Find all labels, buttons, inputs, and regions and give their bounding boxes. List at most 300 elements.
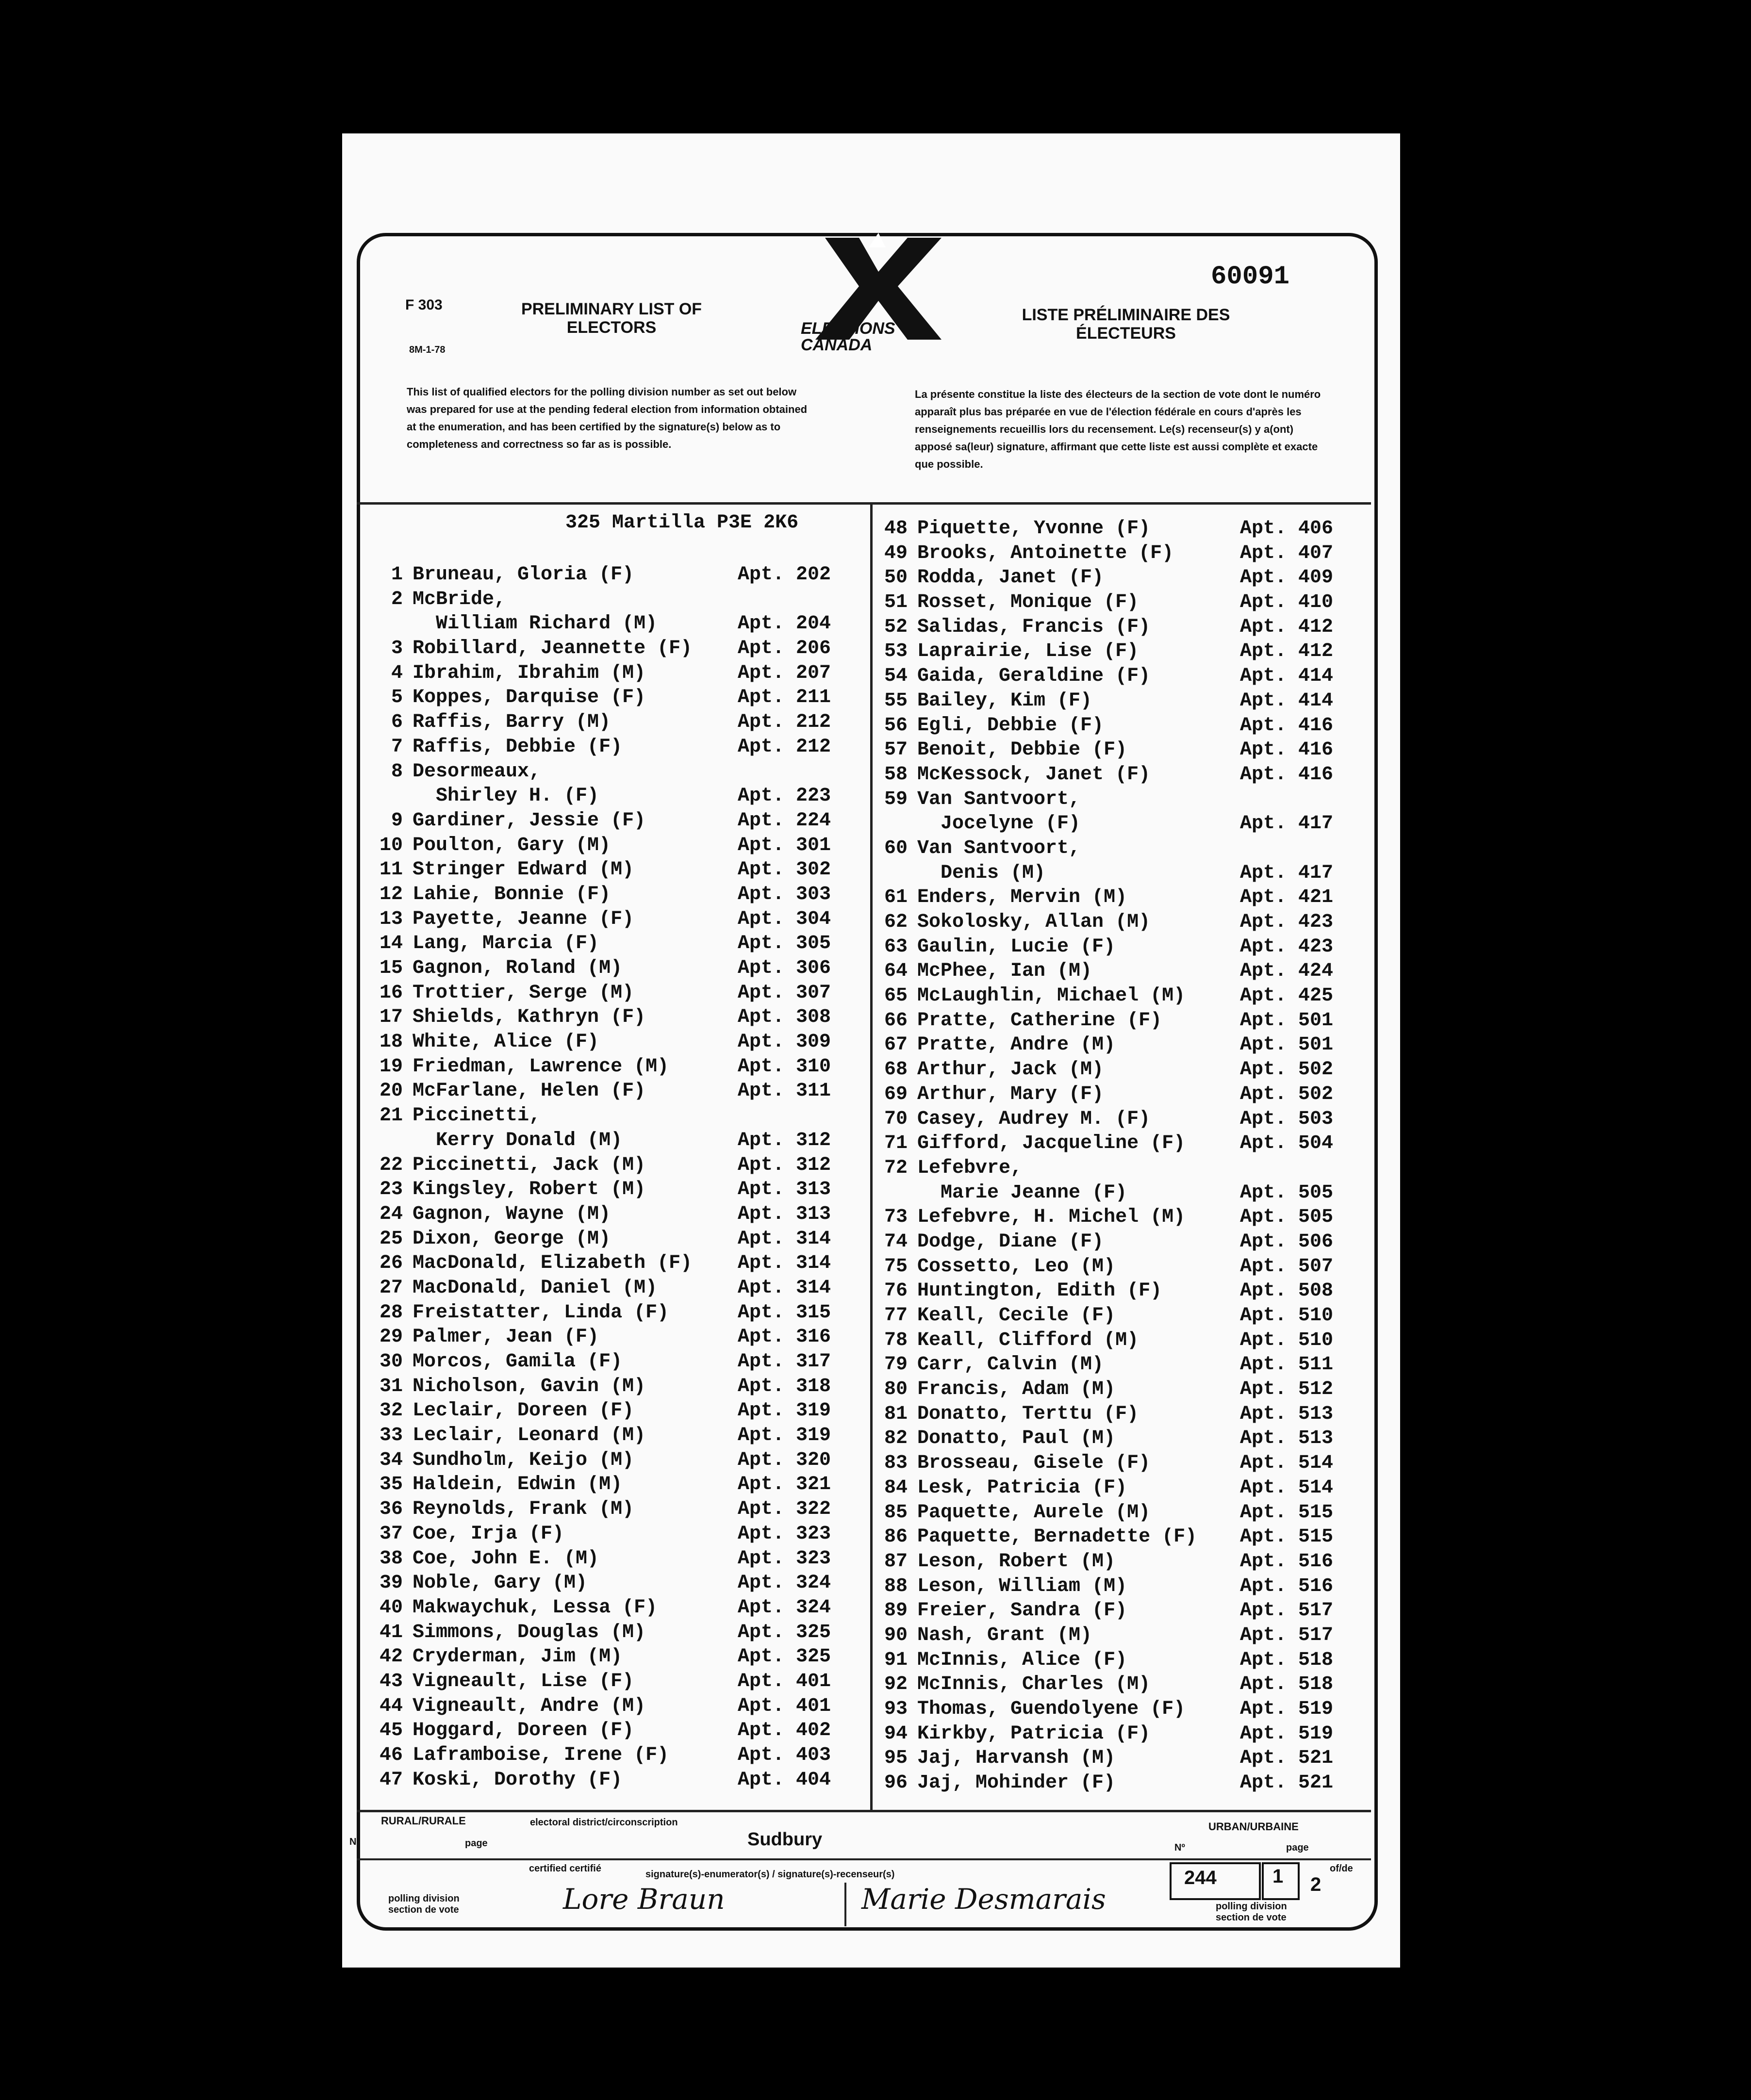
elector-number: 65	[884, 985, 908, 1007]
elector-apartment: Apt. 507	[1240, 1255, 1334, 1278]
elector-name: Enders, Mervin (M)	[917, 886, 1127, 909]
elector-apartment: Apt. 401	[738, 1670, 831, 1692]
elector-number: 40	[379, 1596, 403, 1619]
elector-row	[369, 883, 864, 907]
elector-name: Payette, Jeanne (F)	[413, 908, 634, 930]
elector-row	[874, 566, 1364, 591]
elector-apartment: Apt. 416	[1240, 739, 1334, 761]
elector-apartment: Apt. 321	[738, 1474, 831, 1496]
elector-name: Ibrahim, Ibrahim (M)	[413, 662, 646, 684]
elector-row	[874, 517, 1364, 541]
elector-name: Vigneault, Andre (M)	[413, 1695, 646, 1717]
elector-apartment: Apt. 424	[1240, 960, 1334, 983]
elector-number: 44	[379, 1695, 403, 1717]
elector-number: 47	[379, 1769, 403, 1791]
elector-row	[874, 541, 1364, 566]
elector-row	[874, 1058, 1364, 1083]
elector-name: Gifford, Jacqueline (F)	[917, 1132, 1186, 1155]
elector-name: Laprairie, Lise (F)	[917, 640, 1139, 663]
elector-row	[369, 1178, 864, 1202]
elector-apartment: Apt. 303	[738, 883, 831, 905]
elector-row	[369, 1399, 864, 1424]
page-number: 1	[1272, 1866, 1284, 1887]
elector-apartment: Apt. 315	[738, 1301, 831, 1324]
elector-name: Pratte, Andre (M)	[917, 1034, 1116, 1056]
elector-name: Lefebvre, H. Michel (M)	[917, 1206, 1186, 1229]
elector-number: 87	[884, 1550, 908, 1573]
title-french: LISTE PRÉLIMINAIRE DES ÉLECTEURS	[1022, 306, 1230, 343]
elector-name: Raffis, Debbie (F)	[413, 736, 623, 758]
elector-name: Benoit, Debbie (F)	[917, 739, 1127, 761]
rural-no-label: Nº	[349, 1837, 360, 1847]
elector-row	[874, 1304, 1364, 1329]
elector-apartment: Apt. 313	[738, 1203, 831, 1225]
elector-apartment: Apt. 510	[1240, 1329, 1334, 1351]
list-top-rule	[357, 502, 1371, 505]
elector-number: 77	[884, 1305, 908, 1327]
elector-apartment: Apt. 401	[738, 1695, 831, 1717]
elector-number: 46	[379, 1744, 403, 1766]
elector-row	[874, 984, 1364, 1009]
elector-name: Shirley H. (F)	[413, 785, 599, 807]
elector-apartment: Apt. 308	[738, 1006, 831, 1029]
signature-divider	[844, 1883, 846, 1926]
elector-row	[874, 1353, 1364, 1378]
elector-row	[874, 1132, 1364, 1156]
elector-number: 72	[884, 1157, 908, 1179]
elector-number: 93	[884, 1698, 908, 1720]
elector-name: Jocelyne (F)	[917, 813, 1081, 835]
elector-number: 35	[379, 1474, 403, 1496]
of-label: of/de	[1330, 1863, 1353, 1874]
elector-apartment: Apt. 311	[738, 1080, 831, 1102]
elector-row	[369, 1596, 864, 1621]
elector-row	[874, 1378, 1364, 1402]
elector-apartment: Apt. 310	[738, 1055, 831, 1078]
elector-number: 86	[884, 1526, 908, 1548]
elector-number: 63	[884, 935, 908, 958]
elector-name: Nash, Grant (M)	[917, 1624, 1092, 1646]
notice-english: This list of qualified electors for the polling division number as set out below was prepared for use at the pending federal election from information obtained at the enumeration, and has been certified by the signature(s) below as to completeness and correctness so far as is possible.	[407, 386, 808, 450]
elector-row	[369, 858, 864, 883]
elector-number: 81	[884, 1403, 908, 1425]
elector-row	[369, 1768, 864, 1793]
logo-text: ELECTIONS CANADA	[801, 319, 895, 354]
elector-apartment: Apt. 519	[1240, 1723, 1334, 1745]
elector-row	[369, 1670, 864, 1694]
elector-number: 22	[379, 1154, 403, 1176]
elector-number: 62	[884, 911, 908, 933]
elector-number: 37	[379, 1523, 403, 1545]
enumerator-signature-2: Marie Desmarais	[861, 1883, 1106, 1916]
rural-polling-label: polling division section de vote	[388, 1893, 460, 1915]
elector-row	[874, 1525, 1364, 1550]
elector-name: Noble, Gary (M)	[413, 1572, 588, 1594]
elector-apartment: Apt. 416	[1240, 763, 1334, 786]
elector-name: Cryderman, Jim (M)	[413, 1646, 623, 1668]
notice-french: La présente constitue la liste des électeurs de la section de vote dont le numéro apparaît plus bas préparée en vue de l'élection fédérale en cours d'après les renseignements recueillis lors du recensement. Le(s) recenseur(s) y a(ont) apposé sa(leur) signature, affirmant que cette liste est aussi complète et exacte que possible.	[915, 388, 1321, 470]
elector-number: 51	[884, 591, 908, 614]
elector-apartment: Apt. 206	[738, 638, 831, 660]
elector-apartment: Apt. 314	[738, 1228, 831, 1250]
elector-name: Rodda, Janet (F)	[917, 567, 1104, 589]
elector-name: Rosset, Monique (F)	[917, 591, 1139, 614]
elector-number: 50	[884, 567, 908, 589]
elector-number: 5	[391, 687, 403, 709]
elector-apartment: Apt. 309	[738, 1031, 831, 1053]
elector-number: 74	[884, 1230, 908, 1253]
elector-apartment: Apt. 314	[738, 1277, 831, 1299]
elector-name: McInnis, Charles (M)	[917, 1673, 1151, 1696]
elector-row	[874, 1402, 1364, 1427]
elector-row	[369, 563, 864, 588]
elector-name: Dodge, Diane (F)	[917, 1230, 1104, 1253]
elector-apartment: Apt. 511	[1240, 1354, 1334, 1376]
elector-name: Lahie, Bonnie (F)	[413, 883, 611, 905]
elector-name: Paquette, Aurele (M)	[917, 1501, 1151, 1524]
elector-apartment: Apt. 316	[738, 1326, 831, 1348]
urban-no-label: Nº	[1174, 1842, 1185, 1853]
elector-name: Freier, Sandra (F)	[917, 1600, 1127, 1622]
elector-number: 11	[379, 859, 403, 881]
elector-apartment: Apt. 517	[1240, 1624, 1334, 1646]
elector-number: 52	[884, 616, 908, 638]
elector-name: McFarlane, Helen (F)	[413, 1080, 646, 1102]
elector-number: 92	[884, 1673, 908, 1696]
serial-number: 60091	[1211, 262, 1290, 292]
elector-name: Laframboise, Irene (F)	[413, 1744, 669, 1766]
elector-name: Robillard, Jeannette (F)	[413, 638, 693, 660]
elector-row	[874, 1771, 1364, 1796]
elector-row	[874, 1550, 1364, 1575]
electors-left-column	[369, 563, 864, 1792]
elector-number: 19	[379, 1055, 403, 1078]
elector-row	[369, 809, 864, 834]
elector-row	[874, 1673, 1364, 1697]
elector-row	[369, 1030, 864, 1055]
elector-name: Leson, William (M)	[917, 1575, 1127, 1597]
elector-row	[369, 981, 864, 1006]
elector-name: Makwaychuk, Lessa (F)	[413, 1596, 658, 1619]
elector-apartment: Apt. 502	[1240, 1059, 1334, 1081]
elector-number: 18	[379, 1031, 403, 1053]
elector-name: Donatto, Paul (M)	[917, 1427, 1116, 1450]
elector-row	[874, 1033, 1364, 1058]
elector-apartment: Apt. 412	[1240, 640, 1334, 663]
urban-label: URBAN/URBAINE	[1208, 1821, 1299, 1833]
elector-row	[874, 738, 1364, 763]
elector-name: Arthur, Mary (F)	[917, 1083, 1104, 1105]
elector-apartment: Apt. 318	[738, 1375, 831, 1397]
elector-name: Poulton, Gary (M)	[413, 834, 611, 856]
elector-number: 6	[391, 711, 403, 734]
elector-row	[369, 1621, 864, 1645]
elector-apartment: Apt. 404	[738, 1769, 831, 1791]
rural-page-label: page	[465, 1838, 488, 1849]
elector-number: 12	[379, 883, 403, 905]
elector-row	[369, 1276, 864, 1301]
elector-name: Sokolosky, Allan (M)	[917, 911, 1151, 933]
elector-row	[874, 1083, 1364, 1107]
elector-row	[874, 1181, 1364, 1206]
elector-name: White, Alice (F)	[413, 1031, 599, 1053]
elector-number: 8	[391, 760, 403, 783]
page-total: 2	[1310, 1874, 1322, 1895]
elector-name: Piccinetti, Jack (M)	[413, 1154, 646, 1176]
elector-row	[369, 1473, 864, 1497]
elector-name: Huntington, Edith (F)	[917, 1280, 1162, 1302]
elector-name: Kerry Donald (M)	[413, 1129, 623, 1151]
elector-apartment: Apt. 521	[1240, 1747, 1334, 1770]
elector-apartment: Apt. 312	[738, 1129, 831, 1151]
elector-row	[369, 1325, 864, 1350]
signature-label: signature(s)-enumerator(s) / signature(s)-recenseur(s)	[645, 1869, 895, 1880]
elector-name: Lesk, Patricia (F)	[917, 1477, 1127, 1499]
elector-row	[369, 1202, 864, 1227]
elector-apartment: Apt. 202	[738, 564, 831, 586]
elector-name: McBride,	[413, 588, 506, 610]
elector-number: 80	[884, 1378, 908, 1401]
elector-apartment: Apt. 223	[738, 785, 831, 807]
elector-number: 78	[884, 1329, 908, 1351]
elector-number: 61	[884, 886, 908, 909]
elector-row	[874, 910, 1364, 935]
elector-row	[369, 1645, 864, 1670]
elector-number: 38	[379, 1547, 403, 1570]
elector-apartment: Apt. 513	[1240, 1427, 1334, 1450]
elector-number: 70	[884, 1108, 908, 1130]
elector-number: 13	[379, 908, 403, 930]
elector-row	[874, 664, 1364, 689]
elector-name: McLaughlin, Michael (M)	[917, 985, 1186, 1007]
elector-row	[874, 1575, 1364, 1599]
elector-apartment: Apt. 212	[738, 711, 831, 734]
elector-name: Marie Jeanne (F)	[917, 1181, 1127, 1204]
enumerator-signature-1: Lore Braun	[563, 1883, 725, 1916]
elector-number: 53	[884, 640, 908, 663]
elector-row	[369, 686, 864, 710]
elector-name: Gardiner, Jessie (F)	[413, 809, 646, 832]
elector-number: 4	[391, 662, 403, 684]
elector-name: Shields, Kathryn (F)	[413, 1006, 646, 1029]
elector-name: Leclair, Doreen (F)	[413, 1400, 634, 1422]
elector-row	[369, 1005, 864, 1030]
elector-number: 88	[884, 1575, 908, 1597]
elector-number: 56	[884, 714, 908, 737]
district-name: Sudbury	[747, 1829, 823, 1850]
list-bottom-rule	[357, 1810, 1371, 1812]
elector-number: 85	[884, 1501, 908, 1524]
elector-apartment: Apt. 514	[1240, 1477, 1334, 1499]
elector-apartment: Apt. 319	[738, 1400, 831, 1422]
elector-name: Keall, Clifford (M)	[917, 1329, 1139, 1351]
elector-name: Dixon, George (M)	[413, 1228, 611, 1250]
urban-polling-label: polling division section de vote	[1216, 1901, 1287, 1923]
elector-name: Kingsley, Robert (M)	[413, 1179, 646, 1201]
elector-number: 76	[884, 1280, 908, 1302]
elector-apartment: Apt. 305	[738, 933, 831, 955]
elector-number: 48	[884, 518, 908, 540]
elector-apartment: Apt. 307	[738, 982, 831, 1004]
urban-page-label: page	[1286, 1842, 1309, 1853]
elector-name: Leclair, Leonard (M)	[413, 1425, 646, 1447]
elector-row	[874, 1697, 1364, 1722]
elector-apartment: Apt. 402	[738, 1720, 831, 1742]
elector-name: Francis, Adam (M)	[917, 1378, 1116, 1401]
elector-apartment: Apt. 301	[738, 834, 831, 856]
elector-number: 33	[379, 1425, 403, 1447]
elector-row	[369, 834, 864, 858]
elector-row	[874, 714, 1364, 738]
elector-name: Desormeaux,	[413, 760, 541, 783]
elector-number: 83	[884, 1452, 908, 1475]
elector-name: McInnis, Alice (F)	[917, 1649, 1127, 1671]
elector-apartment: Apt. 506	[1240, 1230, 1334, 1253]
elector-name: Egli, Debbie (F)	[917, 714, 1104, 737]
elector-number: 30	[379, 1351, 403, 1373]
elector-name: Keall, Cecile (F)	[917, 1305, 1116, 1327]
elector-apartment: Apt. 224	[738, 809, 831, 832]
elector-number: 10	[379, 834, 403, 856]
elector-name: Lang, Marcia (F)	[413, 933, 599, 955]
elector-row	[874, 1501, 1364, 1526]
elector-number: 29	[379, 1326, 403, 1348]
elector-name: Nicholson, Gavin (M)	[413, 1375, 646, 1397]
elector-number: 75	[884, 1255, 908, 1278]
elector-name: Van Santvoort,	[917, 788, 1081, 810]
elector-number: 54	[884, 665, 908, 688]
elector-number: 57	[884, 739, 908, 761]
elector-row	[874, 1255, 1364, 1280]
elector-row	[369, 1743, 864, 1768]
electors-right-column	[874, 517, 1364, 1796]
elector-row	[369, 1719, 864, 1743]
elector-name: Thomas, Guendolyene (F)	[917, 1698, 1186, 1720]
elector-apartment: Apt. 521	[1240, 1772, 1334, 1794]
elector-apartment: Apt. 304	[738, 908, 831, 930]
elector-row	[369, 932, 864, 956]
elector-number: 96	[884, 1772, 908, 1794]
elector-row	[369, 784, 864, 809]
elector-row	[369, 1694, 864, 1719]
elector-name: Jaj, Mohinder (F)	[917, 1772, 1116, 1794]
elector-number: 49	[884, 542, 908, 564]
elector-name: Arthur, Jack (M)	[917, 1059, 1104, 1081]
elector-name: Trottier, Serge (M)	[413, 982, 634, 1004]
elector-apartment: Apt. 403	[738, 1744, 831, 1766]
elector-row	[369, 1497, 864, 1522]
elector-name: Jaj, Harvansh (M)	[917, 1747, 1116, 1770]
elector-row	[369, 1424, 864, 1448]
elector-name: Morcos, Gamila (F)	[413, 1351, 623, 1373]
elector-apartment: Apt. 314	[738, 1252, 831, 1275]
elector-name: Cossetto, Leo (M)	[917, 1255, 1116, 1278]
elector-number: 36	[379, 1498, 403, 1521]
elector-apartment: Apt. 317	[738, 1351, 831, 1373]
elector-apartment: Apt. 501	[1240, 1009, 1334, 1032]
elector-name: Friedman, Lawrence (M)	[413, 1055, 669, 1078]
elector-apartment: Apt. 512	[1240, 1378, 1334, 1401]
elector-name: Pratte, Catherine (F)	[917, 1009, 1162, 1032]
elector-number: 7	[391, 736, 403, 758]
elector-number: 59	[884, 788, 908, 810]
elector-apartment: Apt. 319	[738, 1425, 831, 1447]
elector-row	[369, 760, 864, 785]
elector-apartment: Apt. 501	[1240, 1034, 1334, 1056]
elector-apartment: Apt. 515	[1240, 1526, 1334, 1548]
elector-row	[369, 1251, 864, 1276]
elector-name: Raffis, Barry (M)	[413, 711, 611, 734]
elector-number: 43	[379, 1670, 403, 1692]
title-english: PRELIMINARY LIST OF ELECTORS	[521, 300, 702, 337]
certified-label: certified certifié	[529, 1863, 601, 1874]
elector-row	[369, 612, 864, 637]
elector-name: Vigneault, Lise (F)	[413, 1670, 634, 1692]
elector-name: Koppes, Darquise (F)	[413, 687, 646, 709]
elector-apartment: Apt. 417	[1240, 862, 1334, 884]
elector-name: Salidas, Francis (F)	[917, 616, 1151, 638]
elector-apartment: Apt. 409	[1240, 567, 1334, 589]
elector-name: Leson, Robert (M)	[917, 1550, 1116, 1573]
elector-name: Stringer Edward (M)	[413, 859, 634, 881]
elector-number: 89	[884, 1600, 908, 1622]
elector-row	[874, 1156, 1364, 1181]
elector-apartment: Apt. 325	[738, 1646, 831, 1668]
elector-name: Coe, John E. (M)	[413, 1547, 599, 1570]
elector-number: 3	[391, 638, 403, 660]
elector-row	[369, 1104, 864, 1129]
elector-row	[369, 1522, 864, 1547]
elector-number: 15	[379, 957, 403, 979]
elector-row	[874, 1746, 1364, 1771]
elector-apartment: Apt. 425	[1240, 985, 1334, 1007]
elector-apartment: Apt. 505	[1240, 1181, 1334, 1204]
elector-row	[369, 637, 864, 661]
elector-name: Gagnon, Roland (M)	[413, 957, 623, 979]
elector-number: 27	[379, 1277, 403, 1299]
elector-number: 91	[884, 1649, 908, 1671]
elector-row	[874, 1624, 1364, 1648]
elector-apartment: Apt. 406	[1240, 518, 1334, 540]
elector-row	[874, 1648, 1364, 1673]
elector-name: Van Santvoort,	[917, 837, 1081, 859]
elector-apartment: Apt. 414	[1240, 689, 1334, 712]
elector-apartment: Apt. 510	[1240, 1305, 1334, 1327]
elector-apartment: Apt. 505	[1240, 1206, 1334, 1229]
elector-number: 34	[379, 1449, 403, 1471]
elector-name: McKessock, Janet (F)	[917, 763, 1151, 786]
elector-apartment: Apt. 504	[1240, 1132, 1334, 1155]
elector-number: 2	[391, 588, 403, 610]
elector-row	[369, 710, 864, 735]
elector-number: 32	[379, 1400, 403, 1422]
elector-row	[369, 1301, 864, 1326]
elector-name: Koski, Dorothy (F)	[413, 1769, 623, 1791]
elector-number: 73	[884, 1206, 908, 1229]
elector-number: 71	[884, 1132, 908, 1155]
elector-row	[874, 959, 1364, 984]
elector-name: Carr, Calvin (M)	[917, 1354, 1104, 1376]
elector-name: Kirkby, Patricia (F)	[917, 1723, 1151, 1745]
elector-row	[874, 1107, 1364, 1132]
elector-name: Lefebvre,	[917, 1157, 1023, 1179]
elector-row	[369, 907, 864, 932]
elector-row	[874, 812, 1364, 837]
elector-row	[369, 1079, 864, 1104]
elector-apartment: Apt. 207	[738, 662, 831, 684]
elector-number: 90	[884, 1624, 908, 1646]
elector-row	[369, 1547, 864, 1572]
